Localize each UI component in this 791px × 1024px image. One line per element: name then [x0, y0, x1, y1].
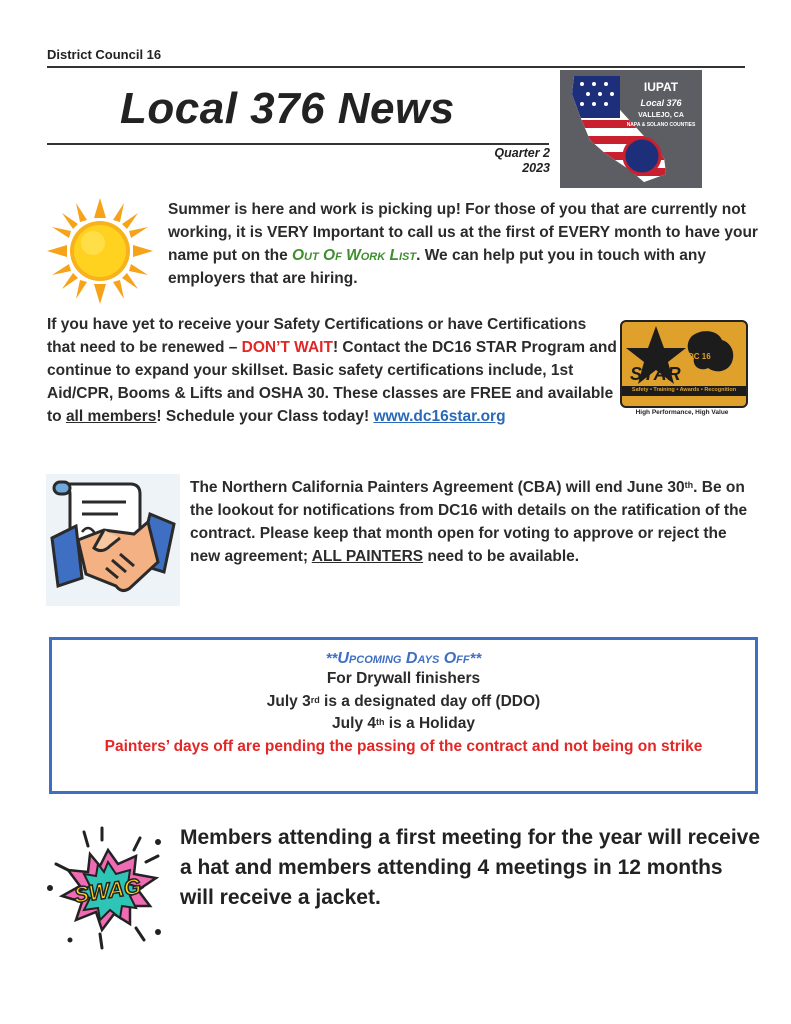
handshake-contract-icon — [46, 474, 180, 606]
star-tagline: High Performance, High Value — [635, 409, 729, 416]
quarter-label: Quarter 2 — [494, 146, 550, 160]
dc16-star-logo — [620, 320, 748, 408]
title-rule — [47, 143, 549, 145]
cba-text-2: . Be on the lookout for notifications from DC16 with details on the ratification of the contract. Please keep that month open for voting to approve or reject the new agreement; — [190, 479, 748, 565]
ddo-date: July 3 — [266, 692, 311, 710]
out-of-work-list-label: Out Of Work List — [292, 247, 417, 264]
holiday-date: July 4 — [332, 715, 376, 732]
issue-date — [440, 146, 550, 176]
swag-burst-icon — [40, 824, 176, 954]
days-off-heading — [52, 650, 755, 668]
iupat-local-logo — [560, 70, 702, 188]
holiday-text: is a Holiday — [384, 715, 475, 732]
cba-date-suffix: th — [684, 480, 694, 490]
holiday-date-suffix: th — [376, 717, 385, 727]
safety-text-2: ! Contact the DC16 STAR Program and continue to expand your skillset. Basic safety certifications include, 1st Aid/CPR, Booms & Lifts and OSHA 30. These classes are FREE and available to — [47, 339, 617, 425]
cba-text-3: need to be available. — [423, 548, 580, 565]
cba-text-1: The Northern California Painters Agreement (CBA) will end June 30 — [190, 479, 685, 496]
star-dc-label: DC 16 — [688, 352, 711, 361]
heading-text: Upcoming Days Off — [337, 650, 470, 667]
newsletter-title: Local 376 News — [120, 84, 455, 133]
logo-city: VALLEJO, CA — [638, 112, 684, 119]
all-painters-label: ALL PAINTERS — [311, 548, 424, 565]
summer-text-1: Summer is here and work is picking up! For those of you that are currently not working, it is VERY Important to call us at the first of EVERY month to have your name put on the — [168, 201, 758, 264]
logo-script: Local 376 — [640, 98, 682, 108]
safety-text-1: If you have yet to receive your Safety Certifications or have Certifications that need to be renewed – — [47, 316, 587, 356]
heading-stars-right: ** — [469, 650, 482, 667]
days-off-line-holiday — [52, 713, 755, 736]
swag-badge-text: SWAG — [72, 873, 143, 908]
sun-icon — [45, 196, 155, 306]
days-off-line-drywall: For Drywall finishers — [326, 670, 481, 687]
year-label: 2023 — [522, 161, 550, 175]
logo-counties: NAPA & SOLANO COUNTIES — [626, 122, 696, 128]
days-off-line-ddo — [52, 691, 755, 714]
summer-text-2: . We can help put you in touch with any employers that are hiring. — [168, 247, 706, 287]
star-band: Safety • Training • Awards • Recognition — [631, 387, 737, 393]
dc16star-link[interactable]: www.dc16star.org — [373, 408, 506, 425]
safety-paragraph — [47, 313, 617, 428]
safety-text-3: ! Schedule your Class today! — [156, 408, 374, 425]
dont-wait-label: DON’T WAIT — [241, 339, 333, 356]
district-label: District Council 16 — [47, 47, 162, 62]
summer-paragraph — [168, 198, 758, 290]
cba-paragraph — [190, 476, 750, 568]
star-name: STAR — [630, 364, 682, 384]
header-rule — [47, 66, 745, 68]
swag-paragraph: Members attending a first meeting for the year will receive a hat and members attending 4 meetings in 12 months will receive a jacket. — [180, 826, 761, 909]
painters-notice: Painters’ days off are pending the passing of the contract and not being on strike — [104, 737, 703, 755]
all-members-label: all members — [65, 408, 157, 425]
upcoming-days-off-box — [49, 637, 758, 794]
ddo-text: is a designated day off (DDO) — [319, 692, 541, 710]
ddo-date-suffix: rd — [310, 694, 320, 705]
logo-org: IUPAT — [643, 80, 679, 94]
heading-stars-left: ** — [325, 650, 338, 667]
